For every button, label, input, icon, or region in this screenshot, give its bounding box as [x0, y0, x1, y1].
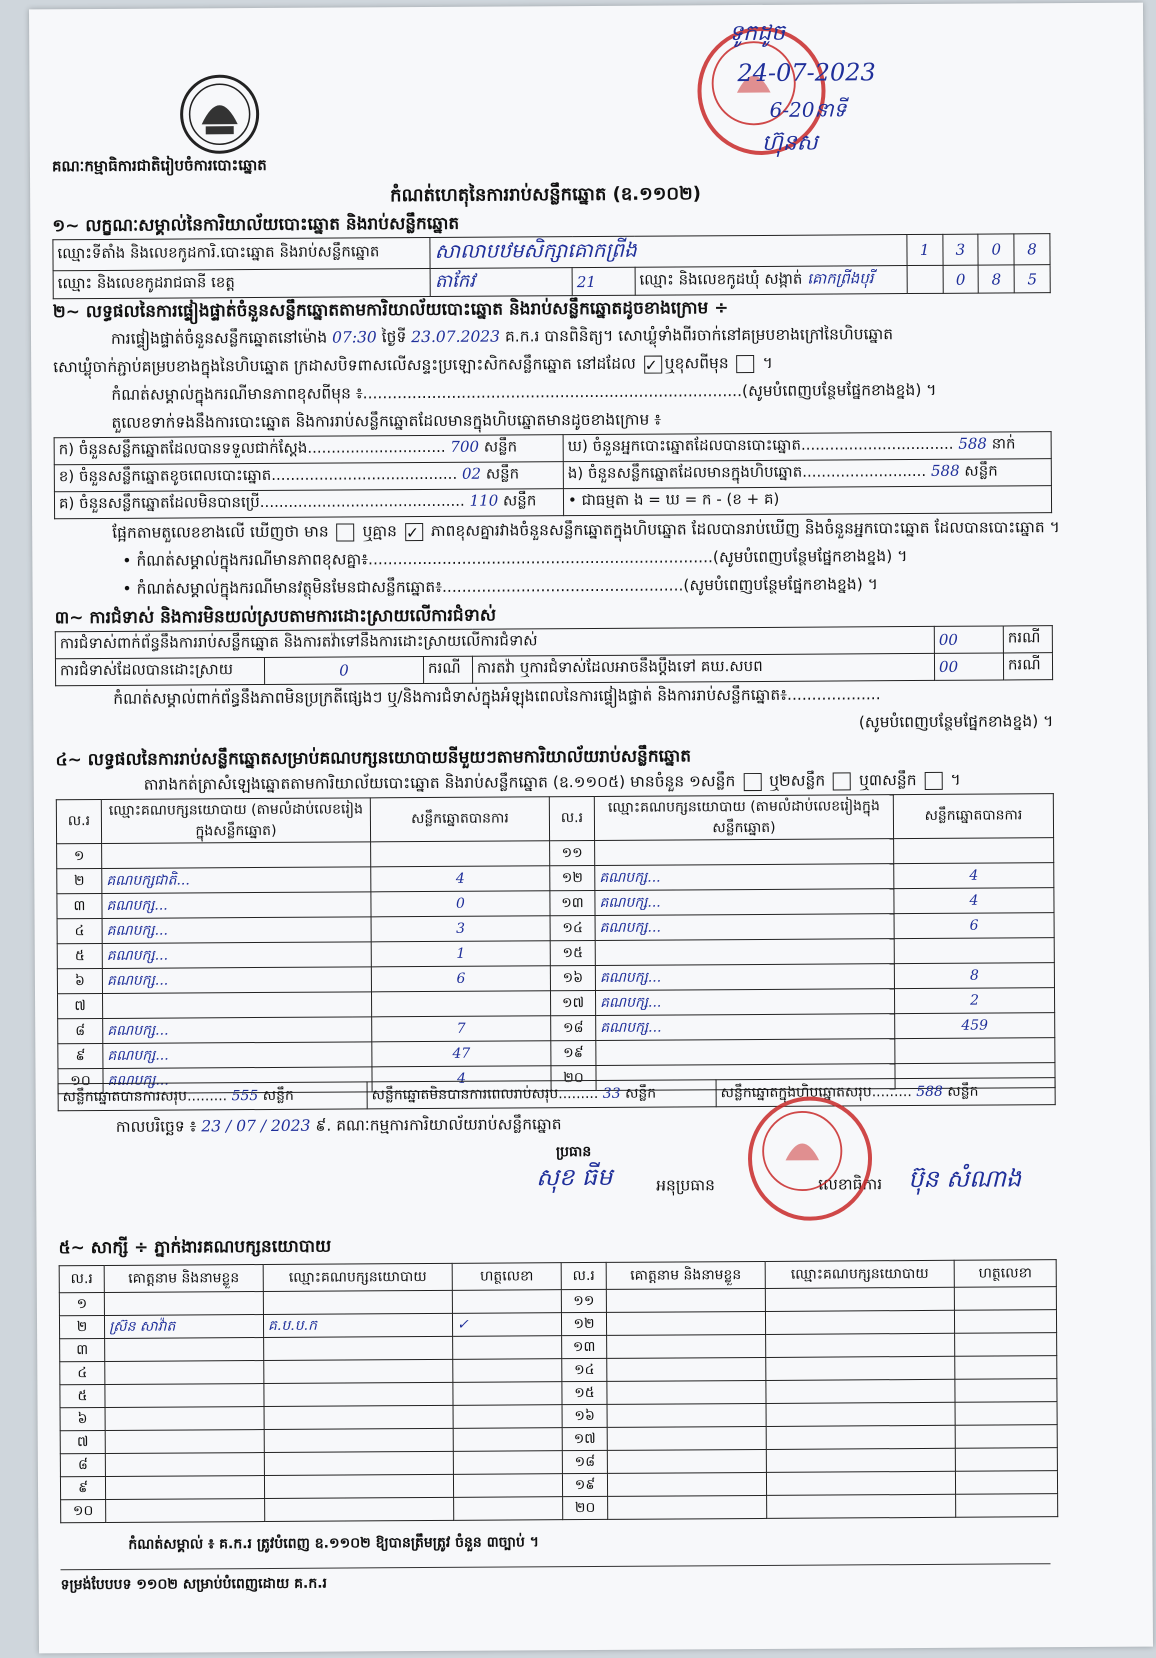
form-reference: ទម្រង់បែបបទ ១១០២ សម្រាប់បំពេញដោយ គ.ក.រ [60, 1575, 328, 1594]
witness-cell [264, 1336, 453, 1360]
witness-cell [105, 1338, 264, 1362]
witness-cell [765, 1310, 954, 1334]
commune-code-digit: 0 [943, 265, 979, 293]
witness-cell [766, 1333, 955, 1357]
ballot-count-form-page [29, 3, 1153, 1654]
witness-cell [453, 1336, 562, 1360]
forwarded-label: ការតវ៉ា ឬការជំទាស់ដែលអាចនឹងប្ដឹងទៅ គឃ.សបព [472, 653, 934, 683]
witness-cell: ១៩ [562, 1473, 607, 1496]
witness-cell: ៣ [60, 1338, 105, 1361]
formula: • ជាធម្មតា ង = ឃ = ក - (ខ + គ) [563, 486, 1051, 516]
witness-cell [955, 1379, 1057, 1403]
party-cell-votes2 [894, 838, 1054, 864]
nec-logo-icon [177, 72, 262, 157]
witness-cell [767, 1494, 956, 1518]
voters-voted-value: 588 [958, 434, 987, 453]
witness-cell [264, 1428, 453, 1452]
witness-cell: ១២ [561, 1312, 606, 1335]
witness-cell [607, 1380, 766, 1404]
party-cell-party [103, 992, 372, 1019]
witness-cell [453, 1474, 562, 1498]
witness-cell: ៨ [60, 1453, 105, 1476]
party-cell-party: គណបក្ស... [102, 917, 371, 944]
witness-cell: ១៦ [562, 1404, 607, 1427]
stamp-handwriting-1: ទូកដូច [729, 20, 786, 47]
witness-cell [452, 1290, 561, 1314]
witness-cell [607, 1449, 766, 1473]
witness-cell [955, 1402, 1057, 1426]
party-cell-no2: ១៨ [551, 1015, 596, 1040]
section-4-heading: ៤~ លទ្ធផលនៃការរាប់សន្លឹកឆ្នោតសម្រាប់គណបក្សនយោបាយនីមួយៗតាមការិយាល័យរាប់សន្លឹកឆ្នោត [55, 746, 692, 771]
witness-cell: ✓ [452, 1313, 561, 1337]
chair-label: ប្រធាន [555, 1144, 592, 1161]
party-cell-no2: ១៥ [550, 940, 595, 965]
party-cell-no2: ១៤ [550, 915, 595, 940]
party-cell-votes2: 459 [895, 1013, 1055, 1039]
party-cell-votes: 7 [372, 1016, 551, 1042]
witness-cell [766, 1402, 955, 1426]
party-cell-votes2 [895, 1038, 1055, 1064]
note-difference-line: • កំណត់សម្គាល់ក្នុងករណីមានភាពខុសគ្នា៖......................................................................(សូមបំពេញបន្ថែមផ្នែកខាងខ្នង) ។ [122, 547, 908, 570]
witness-cell [265, 1497, 454, 1521]
commission-name: គណៈកម្មាធិការជាតិរៀបចំការបោះឆ្នោត [51, 155, 267, 176]
party-cell-votes2: 6 [894, 913, 1054, 939]
counting-intro: តួលេខទាក់ទងនឹងការបោះឆ្នោត និងការរាប់សន្លឹកឆ្នោតដែលមានក្នុងហិបឆ្នោតមានដូចខាងក្រោម ៖ [111, 410, 662, 432]
party-cell-votes [371, 841, 550, 867]
ballots-in-box-value: 588 [930, 461, 960, 480]
party-cell-no2: ១៦ [550, 965, 595, 990]
party-cell-no2: ១៧ [550, 990, 595, 1015]
party-cell-no2: ១៩ [551, 1040, 596, 1065]
witness-cell [264, 1405, 453, 1429]
province-label: ឈ្មោះ និងលេខកូដរាជធានី ខេត្ត [53, 268, 430, 298]
ballot-summary-table: ក) ចំនួនសន្លឹកឆ្នោតដែលបានទទួលជាក់ស្ដែង............................. 700 សន្លឹក ឃ) ចំនួនអ្នកបោះឆ្នោតដែលបានបោះឆ្នោត................................ 588 នាក់ ខ) ចំនួនសន្លឹកឆ្នោតខូចពេលបោះឆ្នោត....................................... 02 សន្លឹក ង) ចំនួនសន្លឹកឆ្នោតដែលមានក្នុងហិបឆ្នោត.......................... 588 សន្លឹក គ) ចំនួនសន្លឹកឆ្នោតដែលមិនបានប្រើ........................................... 110 សន្លឹក • ជាធម្មតា ង = ឃ = ក - (ខ + គ) [54, 431, 1052, 519]
correct-checkbox[interactable]: ✓ [644, 355, 662, 373]
complaints-count-label: ការជំទាស់ពាក់ព័ន្ធនឹងការរាប់សន្លឹកឆ្នោត និងការតវ៉ាទៅនឹងការដោះស្រាយលើការជំទាស់ [55, 626, 934, 658]
party-cell-party: គណបក្ស... [103, 1017, 372, 1044]
spoiled-ballots-value: 02 [461, 464, 482, 483]
stamp-date: 24-07-2023 [737, 58, 876, 88]
witness-cell [766, 1471, 955, 1495]
total-invalid-votes: 33 [602, 1085, 621, 1102]
party-cell-no: ៤ [57, 918, 102, 943]
secretary-signature: ប៊ុន សំណាង [908, 1164, 1022, 1194]
diff-yes-checkbox[interactable] [337, 523, 355, 541]
party-cell-no: ៧ [58, 993, 103, 1018]
witness-cell [453, 1451, 562, 1475]
witness-cell: ២ [59, 1315, 104, 1338]
party-cell-party: គណបក្សជាតិ... [102, 867, 371, 894]
witness-cell: ៦ [60, 1407, 105, 1430]
office-code-digit: 8 [1014, 234, 1050, 265]
verification-time: 07:30 [332, 328, 377, 347]
section-1-heading: ១~ លក្ខណៈសម្គាល់នៃការិយាល័យបោះឆ្នោត និងរាប់សន្លឹកឆ្នោត [52, 213, 460, 237]
date-line: កាលបរិច្ឆេទ ៖ 23 / 07 / 2023 ៩. គណៈកម្មការការិយាល័យរាប់សន្លឹកឆ្នោត [115, 1115, 562, 1136]
witness-cell [264, 1359, 453, 1383]
witness-cell [766, 1448, 955, 1472]
party-cell-party: គណបក្ស... [102, 892, 371, 919]
witness-cell [104, 1292, 263, 1316]
province-code-value: 21 [572, 267, 635, 295]
office-code-digit: 0 [978, 234, 1014, 265]
complaints-count-value: 00 [934, 626, 1003, 653]
totals-row: សន្លឹកឆ្នោតបានការសរុប......... 555 សន្លឹក សន្លឹកឆ្នោតមិនបានការពេលរាប់សរុប......... 33 សន្លឹក សន្លឹកឆ្នោតក្នុងហិបឆ្នោតសរុប......... 588 សន្លឹក [58, 1077, 1056, 1111]
total-valid-votes: 555 [231, 1087, 259, 1104]
party-cell-votes: 0 [371, 891, 550, 917]
witness-cell [955, 1471, 1057, 1495]
commune-label: ឈ្មោះ និងលេខកូដឃុំ សង្កាត់ គោកព្រីងបុរី [635, 266, 907, 296]
witness-table: ល.រ គោត្តនាម និងនាមខ្លួន ឈ្មោះគណបក្សនយោបាយ ហត្ថលេខា ល.រ គោត្តនាម និងនាមខ្លួន ឈ្មោះគណបក្សនយោបាយ ហត្ថលេខា ១ ១១ ២ ស្រ៊ន សាវ៉ាត គ.ប.ប.ក ✓ ១២ ៣ ១៣ ៤ ១៤ ៥ ១៥ ៦ ១៦ ៧ ១៧ ៨ ១៨ ៩ ១៩ ១០ ២០ [59, 1259, 1059, 1523]
witness-cell [607, 1334, 766, 1358]
party-cell-party2: គណបក្ស... [595, 964, 894, 991]
witness-cell [955, 1448, 1057, 1472]
note-nonballot-line: • កំណត់សម្គាល់ក្នុងករណីមានវត្ថុមិនមែនជាសន្លឹកឆ្នោត៖.................................................(សូមបំពេញបន្ថែមផ្នែកខាងខ្នង) ។ [122, 575, 878, 598]
witness-cell [954, 1310, 1056, 1334]
witness-cell: ១៣ [562, 1335, 607, 1358]
party-cell-votes2: 4 [894, 863, 1054, 889]
witness-cell: ស្រ៊ន សាវ៉ាត [104, 1315, 263, 1339]
witness-cell [105, 1407, 264, 1431]
witness-cell [263, 1290, 452, 1314]
verification-date: 23.07.2023 [411, 327, 501, 347]
diff-no-checkbox[interactable]: ✓ [405, 523, 423, 541]
witness-cell [955, 1356, 1057, 1380]
section-2-paragraph-line2: សោឃ្លុំចាក់ភ្ជាប់គម្របខាងក្នុងនៃហិបឆ្នោត ក្រដាសបិទពាសលើសន្ទះប្រឡោះសិកសន្លឹកឆ្នោត នៅដដែល ✓ ឬខុសពីមុន ។ [53, 353, 773, 377]
party-cell-votes: 4 [371, 866, 550, 892]
witness-cell [607, 1426, 766, 1450]
footer-note: កំណត់សម្គាល់ ៖ គ.ក.រ ត្រូវបំពេញ ឧ.១១០២ ឱ្យបានត្រឹមត្រូវ ចំនួន ៣ច្បាប់ ។ [128, 1534, 539, 1553]
party-cell-party2: គណបក្ស... [596, 1014, 895, 1041]
party-cell-party2: គណបក្ស... [595, 864, 894, 891]
resolved-label: ការជំទាស់ដែលបានដោះស្រាយ [55, 657, 264, 685]
note-incorrect-line: កំណត់សម្គាល់ក្នុងករណីមានភាពខុសពីមុន ៖.............................................................................(សូមបំពេញបន្ថែមផ្នែកខាងខ្នង) ។ [111, 380, 937, 404]
difference-line: ផ្អែកតាមតួលេខខាងលើ ឃើញថា មាន ឬគ្មាន ✓ ភាពខុសគ្នារវាងចំនួនសន្លឹកឆ្នោតក្នុងហិបឆ្នោត ដែលបានរាប់ឃើញ និងចំនួនអ្នកបោះឆ្នោត ដែលបានបោះឆ្នោត ។ [112, 518, 1060, 542]
witness-cell [264, 1382, 453, 1406]
party-cell-votes: 4 [372, 1066, 551, 1092]
witness-cell: ៥ [60, 1384, 105, 1407]
party-cell-no: ៨ [58, 1018, 103, 1043]
witness-row [61, 1494, 1058, 1523]
witness-cell [453, 1382, 562, 1406]
office-code-digit: 1 [907, 234, 943, 265]
witness-cell: ២០ [563, 1496, 608, 1519]
witness-cell [766, 1425, 955, 1449]
witness-cell: ១៧ [562, 1427, 607, 1450]
party-cell-party2: គណបក្ស... [595, 889, 894, 916]
witness-cell [766, 1356, 955, 1380]
party-cell-votes: 1 [371, 941, 550, 967]
chair-signature: សុខ ធីម [536, 1162, 613, 1192]
witness-cell [264, 1451, 453, 1475]
witness-cell: ១៥ [562, 1381, 607, 1404]
stamp-signature: ហ៊ុនស [761, 130, 818, 156]
sign-date: 23 / 07 / 2023 [201, 1116, 311, 1136]
party-cell-votes2: 4 [894, 888, 1054, 914]
province-name-value: តាកែវ [430, 268, 572, 297]
complaints-table: ការជំទាស់ពាក់ព័ន្ធនឹងការរាប់សន្លឹកឆ្នោត និងការតវ៉ាទៅនឹងការដោះស្រាយលើការជំទាស់ 00 ករណី ការជំទាស់ដែលបានដោះស្រាយ 0 ករណី ការតវ៉ា ឬការជំទាស់ដែលអាចនឹងប្ដឹងទៅ គឃ.សបព 00 ករណី [55, 625, 1053, 686]
resolved-value: 0 [264, 657, 423, 685]
witness-cell: ១១ [561, 1289, 606, 1312]
witness-cell [453, 1428, 562, 1452]
witness-cell [454, 1497, 563, 1521]
party-cell-no: ២ [57, 868, 102, 893]
party-cell-no2: ១៣ [550, 890, 595, 915]
party-cell-no: ៥ [57, 943, 102, 968]
office-name-value: សាលាបឋមសិក្សាគោកព្រីង [430, 235, 907, 269]
party-cell-no: ៣ [57, 893, 102, 918]
party-cell-votes2: 8 [894, 963, 1054, 989]
total-ballots-in-box: 588 [916, 1083, 943, 1100]
party-cell-no2: ១២ [550, 865, 595, 890]
party-cell-votes: 3 [371, 916, 550, 942]
section-2-heading: ២~ លទ្ធផលនៃការផ្ទៀងផ្ទាត់ចំនួនសន្លឹកឆ្នោតតាមការិយាល័យបោះឆ្នោត និងរាប់សន្លឹកឆ្នោតដូចខាងក្រោម ÷ [52, 298, 729, 323]
witness-cell [607, 1472, 766, 1496]
party-cell-votes2 [894, 938, 1054, 964]
party-cell-party: គណបក្ស... [102, 967, 371, 994]
member-label: អនុប្រធាន [656, 1176, 715, 1195]
forwarded-value: 00 [934, 653, 1003, 680]
witness-cell [106, 1499, 265, 1523]
party-cell-votes: 6 [371, 966, 550, 992]
witness-cell: ៤ [60, 1361, 105, 1384]
party-cell-party2 [596, 1039, 895, 1066]
witness-cell: ១០ [61, 1499, 106, 1522]
commune-name-value: គោកព្រីងបុរី [807, 268, 874, 288]
witness-cell [105, 1430, 264, 1454]
party-cell-no: ១ [57, 843, 102, 868]
party-cell-party: គណបក្ស... [103, 1042, 372, 1069]
witness-cell [956, 1494, 1058, 1518]
party-cell-votes: 47 [372, 1041, 551, 1067]
note-irregularities-line: កំណត់សម្គាល់ពាក់ព័ន្ធនឹងភាពមិនប្រក្រតីផ្សេងៗ ឬ/និងការជំទាស់ក្នុងអំឡុងពេលនៃការផ្ទៀងផ្ទាត់ និងការរាប់សន្លឹកឆ្នោត៖................... [113, 685, 881, 708]
witness-cell [105, 1384, 264, 1408]
commune-code-digit: 5 [1014, 265, 1050, 293]
office-label: ឈ្មោះទីតាំង និងលេខកូដការិ.បោះឆ្នោត និងរាប់សន្លឹកឆ្នោត [53, 237, 430, 270]
party-cell-party2 [595, 939, 894, 966]
witness-cell: ៧ [60, 1430, 105, 1453]
party-cell-party2: គណបក្ស... [595, 989, 894, 1016]
section-4-intro: តារាងកត់ត្រាសំឡេងឆ្នោតតាមការិយាល័យបោះឆ្នោត និងរាប់សន្លឹកឆ្នោត (ឧ.១១០៥) មានចំនួន ១សន្លឹក ឬ២សន្លឹក ឬ៣សន្លឹក ។ [143, 770, 961, 794]
witness-cell [607, 1403, 766, 1427]
commune-code-digit: 8 [978, 265, 1014, 293]
witness-cell: ១៤ [562, 1358, 607, 1381]
section-1-table [52, 233, 1050, 299]
party-cell-party2 [595, 839, 894, 866]
party-results-table: ល.រ ឈ្មោះគណបក្សនយោបាយ (តាមលំដាប់លេខរៀងក្នុងសន្លឹកឆ្នោត) សន្លឹកឆ្នោតបានការ ល.រ ឈ្មោះគណបក្សនយោបាយ (តាមលំដាប់លេខរៀងក្នុងសន្លឹកឆ្នោត) សន្លឹកឆ្នោតបានការ ១ ១១ ២ គណបក្សជាតិ... 4 ១២ គណបក្ស... 4 ៣ គណបក្ស... 0 ១៣ គណបក្ស... 4 ៤ គណបក្ស... 3 ១៤ គណបក្ស... 6 ៥ គណបក្ស... 1 ១៥ ៦ គណបក្ស... 6 ១៦ គណបក្ស... 8 ៧ ១៧ គណបក្ស... 2 ៨ គណបក្ស... 7 ១៨ គណបក្ស... 459 ៩ គណបក្ស... 47 ១៩ ១០ គណបក្ស... 4 ២០ [56, 793, 1056, 1094]
witness-cell [606, 1311, 765, 1335]
witness-cell: ១ [59, 1292, 104, 1315]
note-continue: (សូមបំពេញបន្ថែមផ្នែកខាងខ្នង) ។ [858, 712, 1054, 732]
section-2-paragraph-line1: ការផ្ទៀងផ្ទាត់ចំនួនសន្លឹកឆ្នោតនៅម៉ោង 07:30 ថ្ងៃទី 23.07.2023 គ.ក.រ បានពិនិត្យ។ សោឃ្លុំទាំងពីរចាក់នៅគម្របខាងក្រៅនៃហិបឆ្នោត [110, 325, 894, 348]
witness-cell [766, 1379, 955, 1403]
witness-cell: ១៨ [562, 1450, 607, 1473]
witness-cell [607, 1357, 766, 1381]
party-cell-no: ៦ [57, 968, 102, 993]
witness-cell [765, 1287, 954, 1311]
witness-cell [453, 1359, 562, 1383]
secretary-label: លេខាធិការ [818, 1175, 883, 1194]
ballots-received-value: 700 [450, 437, 480, 456]
party-cell-party2: គណបក្ស... [595, 914, 894, 941]
party-cell-no: ១០ [58, 1068, 103, 1093]
witness-cell: គ.ប.ប.ក [263, 1313, 452, 1337]
section-3-heading: ៣~ ការជំទាស់ និងការមិនយល់ស្របតាមការដោះស្រាយលើការជំទាស់ [54, 605, 497, 629]
office-code-digit: 3 [942, 234, 978, 265]
witness-cell [606, 1288, 765, 1312]
party-cell-votes2: 2 [894, 988, 1054, 1014]
witness-cell [608, 1495, 767, 1519]
party-cell-votes [371, 991, 550, 1017]
party-cell-party [102, 842, 371, 869]
form-title: កំណត់ហេតុនៃការរាប់សន្លឹកឆ្នោត (ឧ.១១០២) [390, 183, 702, 207]
witness-cell [955, 1425, 1057, 1449]
party-cell-no: ៩ [58, 1043, 103, 1068]
unused-ballots-value: 110 [469, 491, 499, 510]
witness-cell [453, 1405, 562, 1429]
section-5-heading: ៥~ សាក្សី ÷ ភ្នាក់ងារគណបក្សនយោបាយ [58, 1236, 332, 1259]
witness-cell [954, 1287, 1056, 1311]
party-cell-no2: ២០ [551, 1065, 596, 1090]
witness-cell [955, 1333, 1057, 1357]
witness-cell [105, 1453, 264, 1477]
witness-cell [105, 1476, 264, 1500]
witness-cell: ៩ [60, 1476, 105, 1499]
witness-cell [105, 1361, 264, 1385]
stamp-time: 6-20នាទី [769, 97, 847, 122]
party-cell-no2: ១១ [550, 840, 595, 865]
party-cell-party: គណបក្ស... [103, 1067, 372, 1094]
incorrect-checkbox[interactable] [737, 354, 755, 372]
party-cell-party: គណបក្ស... [102, 942, 371, 969]
witness-cell [264, 1474, 453, 1498]
official-stamp-bottom [748, 1096, 873, 1221]
